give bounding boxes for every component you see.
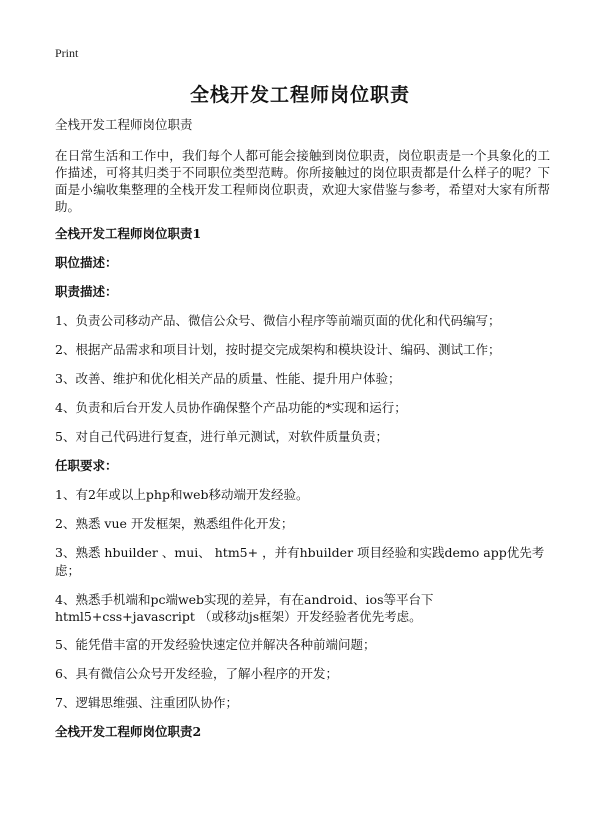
duty-item: 5、对自己代码进行复查，进行单元测试，对软件质量负责； — [55, 429, 388, 444]
document-subtitle: 全栈开发工程师岗位职责 — [55, 117, 193, 132]
requirement-item: 6、具有微信公众号开发经验，了解小程序的开发； — [55, 666, 338, 681]
requirements-label: 任职要求： — [55, 458, 118, 473]
requirement-item: 1、有2年或以上php和web移动端开发经验。 — [55, 487, 309, 502]
duty-item: 1、负责公司移动产品、微信公众号、微信小程序等前端页面的优化和代码编写； — [55, 313, 501, 328]
page-title: 全栈开发工程师岗位职责 — [189, 84, 410, 106]
duty-item: 3、改善、维护和优化相关产品的质量、性能、提升用户体验； — [55, 371, 401, 386]
requirement-item: 4、熟悉手机端和pc端web实现的差异，有在android、ios等平台下html5+css+javascript （或移动js框架）开发经验者优先考虑。 — [55, 592, 434, 624]
document-body — [55, 116, 550, 752]
requirement-item: 5、能凭借丰富的开发经验快速定位并解决各种前端问题； — [55, 637, 376, 652]
position-description-label: 职位描述： — [55, 255, 118, 270]
duty-item: 4、负责和后台开发人员协作确保整个产品功能的*实现和运行； — [55, 400, 407, 415]
section-heading-2: 全栈开发工程师岗位职责2 — [55, 724, 202, 739]
print-label: Print — [55, 46, 79, 60]
duties-label: 职责描述： — [55, 284, 118, 299]
requirement-item: 2、熟悉 vue 开发框架，熟悉组件化开发； — [55, 516, 294, 531]
requirement-item: 7、逻辑思维强、注重团队协作； — [55, 695, 238, 710]
section-heading-1: 全栈开发工程师岗位职责1 — [55, 226, 202, 241]
duty-item: 2、根据产品需求和项目计划，按时提交完成架构和模块设计、编码、测试工作； — [55, 342, 501, 357]
requirement-item: 3、熟悉 hbuilder 、mui、 htm5+ ，并有hbuilder 项目经验和实践demo app优先考虑； — [55, 545, 545, 578]
intro-paragraph: 在日常生活和工作中，我们每个人都可能会接触到岗位职责，岗位职责是一个具象化的工作描述，可将其归类于不同职位类型范畴。你所接触过的岗位职责都是什么样子的呢？下面是小编收集整理的全栈开发工程师岗位职责，欢迎大家借鉴与参考，希望对大家有所帮助。 — [55, 148, 550, 214]
